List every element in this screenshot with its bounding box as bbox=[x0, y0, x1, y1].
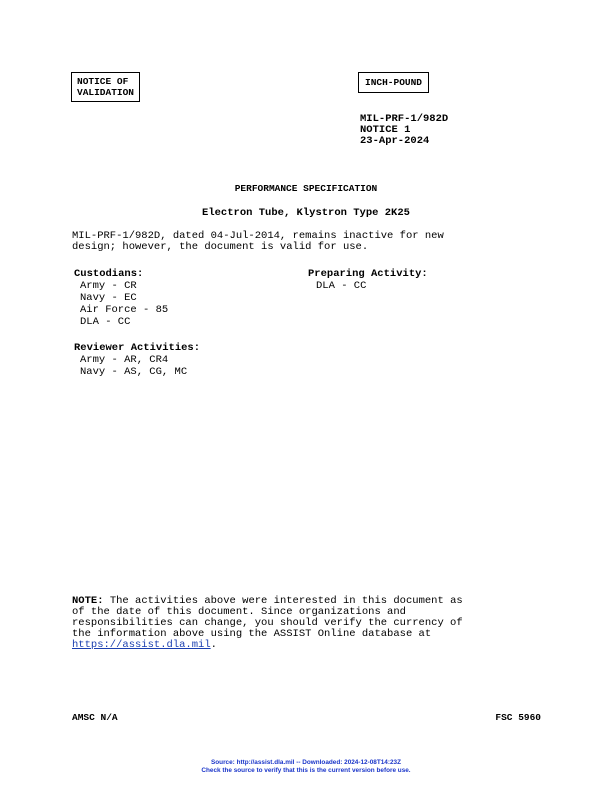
custodian-navy: Navy - EC bbox=[80, 292, 137, 304]
statement-line-2: design; however, the document is valid for use. bbox=[72, 241, 369, 253]
custodian-dla: DLA - CC bbox=[80, 316, 131, 328]
spec-subject-title: Electron Tube, Klystron Type 2K25 bbox=[202, 207, 410, 219]
note-line-2: of the date of this document. Since organizations and bbox=[72, 606, 406, 618]
reviewer-navy: Navy - AS, CG, MC bbox=[80, 366, 188, 378]
source-line-2: Check the source to verify that this is the current version before use. bbox=[201, 767, 411, 774]
statement-line-1: MIL-PRF-1/982D, dated 04-Jul-2014, remains inactive for new bbox=[72, 230, 444, 242]
custodians-heading: Custodians: bbox=[74, 268, 144, 280]
preparing-activity-heading: Preparing Activity: bbox=[308, 268, 428, 280]
notice-box-line-1: NOTICE OF bbox=[77, 76, 129, 87]
notice-of-validation-box bbox=[71, 72, 140, 102]
inch-pound-label: INCH-POUND bbox=[365, 77, 423, 88]
spec-type-title: PERFORMANCE SPECIFICATION bbox=[234, 183, 378, 194]
reviewer-army: Army - AR, CR4 bbox=[80, 354, 169, 366]
inch-pound-box bbox=[358, 72, 429, 93]
amsc-label: AMSC N/A bbox=[72, 712, 118, 723]
note-line-1-text: The activities above were interested in this document as bbox=[103, 595, 463, 607]
note-link-suffix: . bbox=[210, 639, 217, 651]
source-line-1: Source: http://assist.dla.mil -- Downloaded: 2024-12-08T14:23Z bbox=[211, 759, 401, 766]
preparing-activity-dla: DLA - CC bbox=[316, 280, 367, 292]
reviewer-activities-heading: Reviewer Activities: bbox=[74, 342, 201, 354]
custodian-air-force: Air Force - 85 bbox=[80, 304, 169, 316]
note-line-3: responsibilities can change, you should verify the currency of bbox=[72, 617, 463, 629]
note-line-4: the information above using the ASSIST Online database at bbox=[72, 628, 432, 640]
document-number: MIL-PRF-1/982D bbox=[360, 113, 449, 125]
assist-link[interactable]: https://assist.dla.mil bbox=[72, 639, 211, 651]
note-line-5 bbox=[72, 640, 217, 652]
notice-date: 23-Apr-2024 bbox=[360, 135, 430, 147]
custodian-army: Army - CR bbox=[80, 280, 137, 292]
note-label: NOTE: bbox=[72, 595, 104, 607]
notice-number: NOTICE 1 bbox=[360, 124, 411, 136]
fsc-label: FSC 5960 bbox=[495, 712, 541, 723]
notice-box-line-2: VALIDATION bbox=[77, 87, 135, 98]
